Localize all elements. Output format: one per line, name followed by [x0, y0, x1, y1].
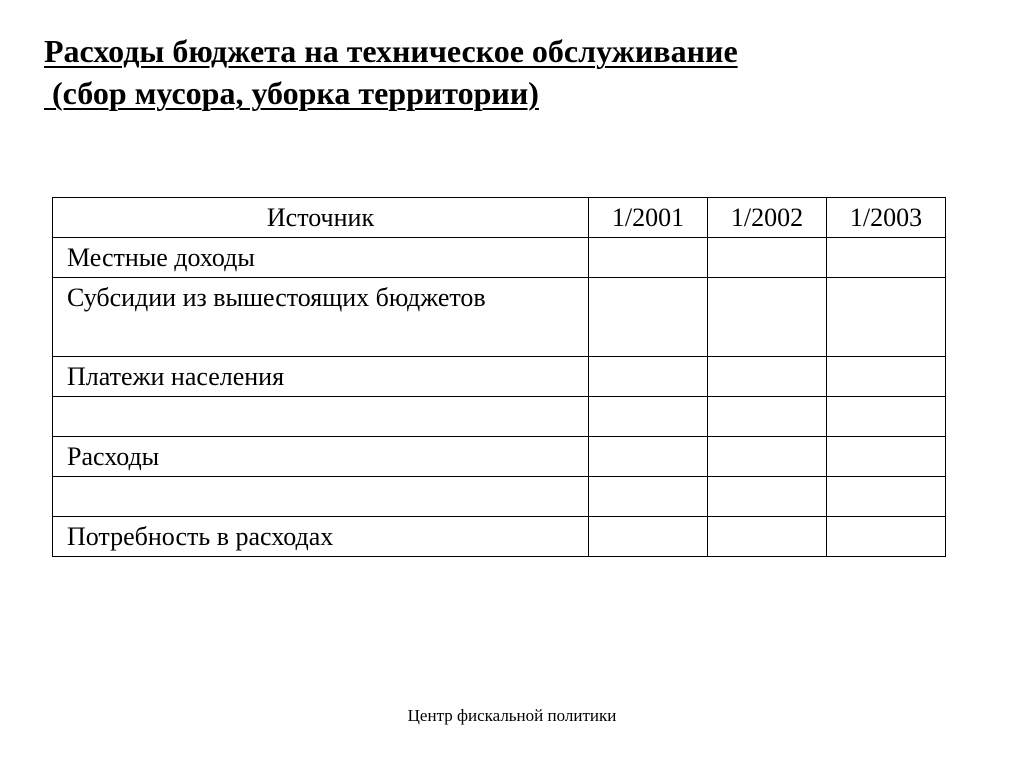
table-row — [53, 238, 946, 278]
cell-2001 — [589, 397, 708, 437]
table-row — [53, 477, 946, 517]
cell-2003 — [827, 437, 946, 477]
cell-2002 — [708, 238, 827, 278]
cell-2002 — [708, 357, 827, 397]
table-row — [53, 397, 946, 437]
cell-2001 — [589, 517, 708, 557]
budget-table — [52, 197, 946, 557]
cell-2002 — [708, 278, 827, 357]
table-row — [53, 357, 946, 397]
cell-2002 — [708, 437, 827, 477]
cell-2003 — [827, 477, 946, 517]
cell-2001 — [589, 437, 708, 477]
row-label: Расходы — [53, 437, 589, 477]
row-label: Потребность в расходах — [53, 517, 589, 557]
cell-2003 — [827, 278, 946, 357]
cell-2001 — [589, 357, 708, 397]
table-row — [53, 437, 946, 477]
cell-2002 — [708, 517, 827, 557]
row-label — [53, 477, 589, 517]
cell-2002 — [708, 397, 827, 437]
cell-2001 — [589, 278, 708, 357]
cell-2003 — [827, 238, 946, 278]
cell-2003 — [827, 517, 946, 557]
header-year-2001: 1/2001 — [589, 198, 708, 238]
table-row — [53, 517, 946, 557]
cell-2003 — [827, 397, 946, 437]
slide-title — [44, 30, 964, 114]
row-label — [53, 397, 589, 437]
cell-2002 — [708, 477, 827, 517]
footer-text: Центр фискальной политики — [407, 706, 617, 725]
table-row — [53, 278, 946, 357]
slide-title-line-2: (сбор мусора, уборка территории) — [44, 75, 539, 111]
table-header-row — [53, 198, 946, 238]
slide-title-line-1: Расходы бюджета на техническое обслуживание — [44, 33, 738, 69]
header-source: Источник — [53, 198, 589, 238]
row-label: Местные доходы — [53, 238, 589, 278]
cell-2001 — [589, 477, 708, 517]
cell-2003 — [827, 357, 946, 397]
cell-2001 — [589, 238, 708, 278]
row-label: Субсидии из вышестоящих бюджетов — [53, 278, 589, 357]
header-year-2003: 1/2003 — [827, 198, 946, 238]
header-year-2002: 1/2002 — [708, 198, 827, 238]
row-label: Платежи населения — [53, 357, 589, 397]
